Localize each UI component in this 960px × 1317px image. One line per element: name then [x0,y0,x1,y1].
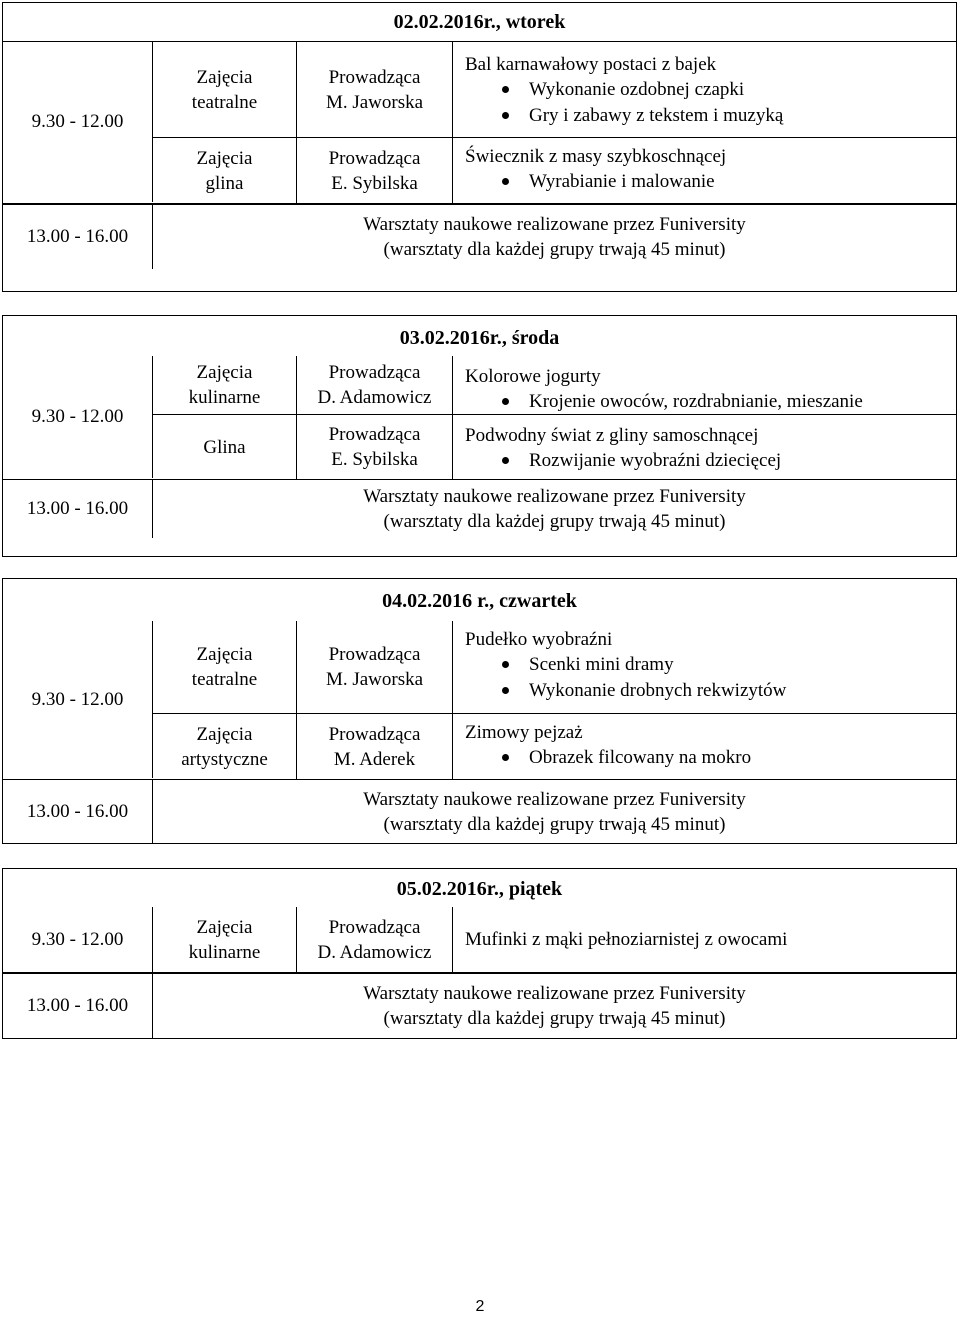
activity-list [465,389,956,415]
workshop-row [3,480,956,538]
schedule-grid [3,356,956,538]
leader-label: Prowadząca [328,723,421,745]
session-title: Świecznik z masy szybkoschnącej [465,146,727,167]
leader-label: Prowadząca [328,147,421,169]
activity-item: Scenki mini dramy [529,652,956,678]
time-slot-morning: 9.30 - 12.00 [3,42,153,202]
session-type: Zajęcia [196,147,253,169]
page-number: 2 [475,1298,485,1315]
day-header [3,3,956,42]
day-block-2 [2,315,957,557]
workshop-note: (warsztaty dla każdej grupy trwają 45 minut) [383,1008,726,1029]
workshop-note: (warsztaty dla każdej grupy trwają 45 minut) [383,511,726,532]
day-date: 05.02.2016r. [396,878,499,900]
day-date: 03.02.2016r. [399,327,502,349]
leader-label: Prowadząca [328,644,421,665]
day-header [3,316,956,356]
leader-label: Prowadząca [328,66,421,88]
activity-item: Obrazek filcowany na mokro [529,745,956,771]
leader-name: D. Adamowicz [317,387,432,408]
day-date: 02.02.2016r. [393,11,496,33]
workshop-row [3,973,956,1038]
day-weekday: , wtorek [495,11,566,33]
leader-label: Prowadząca [328,916,421,938]
session-type: glina [205,172,244,194]
session-type: Zajęcia [196,362,253,383]
schedule-grid [3,621,956,844]
activity-list [465,652,956,704]
activity-item: Gry i zabawy z tekstem i muzyką [529,103,956,129]
day-block-4 [2,868,957,1039]
session-title: Mufinki z mąki pełnoziarnistej z owocami [465,929,788,950]
workshop-text: Warsztaty naukowe realizowane przez Funiversity [363,983,746,1004]
activity-item: Rozwijanie wyobraźni dziecięcej [529,448,956,474]
workshop-note: (warsztaty dla każdej grupy trwają 45 minut) [383,239,726,260]
leader-label: Prowadząca [328,424,421,445]
leader-name: E. Sybilska [331,172,418,194]
workshop-note: (warsztaty dla każdej grupy trwają 45 minut) [383,814,726,835]
session-type: artystyczne [181,748,268,770]
leader-name: M. Jaworska [325,91,424,113]
workshop-text: Warsztaty naukowe realizowane przez Funiversity [363,486,746,507]
activity-item: Wyrabianie i malowanie [529,169,956,195]
workshop-row [3,204,956,269]
activity-item: Wykonanie drobnych rekwizytów [529,678,956,704]
schedule-grid [3,42,956,269]
day-header [3,579,956,621]
session-title: Bal karnawałowy postaci z bajek [465,54,717,75]
activity-list [465,169,956,195]
day-block-3 [2,578,957,844]
leader-name: E. Sybilska [331,449,418,470]
workshop-text: Warsztaty naukowe realizowane przez Funiversity [363,789,746,810]
session-type: Zajęcia [196,66,253,88]
leader-name: M. Aderek [333,748,416,770]
session-type: Zajęcia [196,644,253,665]
workshop-text: Warsztaty naukowe realizowane przez Funiversity [363,214,746,235]
day-date: 04.02.2016 r. [382,590,490,612]
session-type: Glina [203,436,246,458]
leader-name: D. Adamowicz [317,941,432,963]
session-type: kulinarne [188,941,261,963]
day-weekday: , piątek [498,878,563,900]
activity-list [465,77,956,129]
session-type: teatralne [191,669,258,690]
activity-item: Wykonanie ozdobnej czapki [529,77,956,103]
session-type: Zajęcia [196,723,253,745]
schedule-grid [3,907,956,1038]
time-slot-morning: 9.30 - 12.00 [3,356,153,478]
day-block-1 [2,2,957,292]
session-title: Kolorowe jogurty [465,366,601,387]
workshop-row [3,780,956,844]
session-type: kulinarne [188,387,261,408]
time-slot-afternoon: 13.00 - 16.00 [26,801,129,822]
time-slot-morning: 9.30 - 12.00 [3,621,153,778]
session-title: Zimowy pejzaż [465,722,583,743]
activity-list [465,745,956,771]
session-type: teatralne [191,91,258,113]
time-slot-afternoon: 13.00 - 16.00 [26,498,129,519]
session-type: Zajęcia [196,916,253,938]
activity-item: Krojenie owoców, rozdrabnianie, mieszanie [529,389,956,415]
leader-name: M. Jaworska [325,669,424,690]
time-slot-afternoon: 13.00 - 16.00 [26,995,129,1016]
session-title: Podwodny świat z gliny samoschnącej [465,425,759,446]
time-slot-morning: 9.30 - 12.00 [31,928,124,950]
day-weekday: , czwartek [489,590,577,612]
activity-list [465,448,956,474]
time-slot-afternoon: 13.00 - 16.00 [26,226,129,247]
day-header [3,869,956,907]
session-title: Pudełko wyobraźni [465,629,613,650]
session-row [3,907,956,973]
day-weekday: , środa [501,327,560,349]
leader-label: Prowadząca [328,362,421,383]
